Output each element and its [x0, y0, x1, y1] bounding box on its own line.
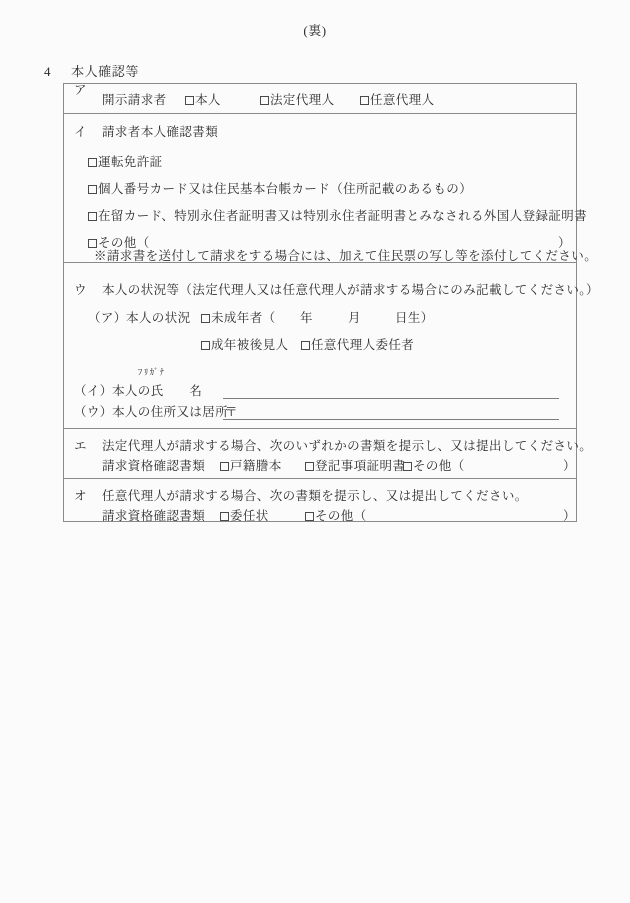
checkbox-label: 個人番号カード又は住民基本台帳カード（住所記載のあるもの）: [98, 182, 473, 196]
checkbox-doc-family-register[interactable]: [220, 460, 282, 473]
row-statutory-agent-docs: [64, 429, 593, 479]
postal-code-mark: 〒: [225, 405, 238, 419]
row-marker-o: オ: [74, 489, 87, 503]
sub-marker-a: （ア）: [88, 311, 127, 325]
checkbox-icon: [88, 239, 97, 248]
identity-documents-label: 請求者本人確認書類: [102, 125, 219, 139]
principal-status-label: 本人の状況等（法定代理人又は任意代理人が請求する場合にのみ記載してください。）: [102, 283, 599, 297]
checkbox-doc-drivers-license[interactable]: [88, 156, 163, 169]
checkbox-icon: [305, 512, 314, 521]
principal-address-label: 本人の住所又は居所: [112, 405, 229, 419]
row-marker-u: ウ: [74, 283, 87, 297]
checkbox-doc-power-of-attorney[interactable]: [220, 510, 269, 523]
checkbox-icon: [88, 185, 97, 194]
doc-other-close-paren: ）: [558, 236, 571, 250]
checkbox-icon: [185, 96, 194, 105]
checkbox-icon: [88, 158, 97, 167]
section-number: 4: [44, 64, 52, 79]
checkbox-label: 運転免許証: [98, 155, 163, 169]
voluntary-agent-doc-kind-label: 請求資格確認書類: [102, 509, 206, 523]
checkbox-doc-registry-certificate[interactable]: [305, 460, 405, 473]
checkbox-label: 在留カード、特別永住者証明書又は特別永住者証明書とみなされる外国人登録証明書: [98, 209, 588, 223]
statutory-agent-docs-label: 法定代理人が請求する場合、次のいずれかの書類を提示し、又は提出してください。: [102, 439, 593, 453]
birth-day-label: 日生）: [395, 311, 434, 325]
checkbox-label: その他（: [413, 459, 465, 473]
applicant-type-label: 開示請求者: [102, 93, 167, 107]
checkbox-doc-voluntary-other[interactable]: [305, 510, 367, 523]
checkbox-status-voluntary-agent-mandator[interactable]: [301, 339, 414, 352]
birth-year-label: 年: [300, 311, 313, 325]
checkbox-status-adult-ward[interactable]: [201, 339, 288, 352]
section-title: 本人確認等: [71, 64, 140, 79]
statutory-agent-doc-kind-label: 請求資格確認書類: [102, 459, 206, 473]
checkbox-doc-residence-card[interactable]: [88, 210, 587, 223]
checkbox-icon: [220, 512, 229, 521]
checkbox-label: 未成年者（: [211, 311, 276, 325]
checkbox-label: 任意代理人委任者: [311, 338, 415, 352]
checkbox-label: 任意代理人: [370, 93, 435, 107]
row-voluntary-agent-docs: [64, 479, 576, 521]
row-marker-i: イ: [74, 125, 87, 139]
principal-status-sub-label: 本人の状況: [126, 311, 191, 325]
voluntary-agent-docs-label: 任意代理人が請求する場合、次の書類を提示し、又は提出してください。: [102, 489, 528, 503]
checkbox-label: 委任状: [230, 509, 269, 523]
checkbox-applicant-statutory-agent[interactable]: [260, 94, 335, 107]
checkbox-label: 本人: [195, 93, 221, 107]
checkbox-icon: [301, 341, 310, 350]
principal-name-input[interactable]: [223, 398, 559, 399]
row-applicant-type: [64, 84, 576, 114]
checkbox-doc-statutory-other[interactable]: [403, 460, 465, 473]
checkbox-icon: [360, 96, 369, 105]
checkbox-label: その他（: [315, 509, 367, 523]
identity-documents-note: ※請求書を送付して請求をする場合には、加えて住民票の写し等を添付してください。: [94, 249, 598, 263]
checkbox-icon: [201, 314, 210, 323]
principal-name-label: 本人の氏 名: [112, 384, 203, 398]
checkbox-label: 成年被後見人: [211, 338, 289, 352]
sub-marker-i: （イ）: [74, 384, 113, 398]
checkbox-applicant-voluntary-agent[interactable]: [360, 94, 435, 107]
row-identity-documents: [64, 114, 588, 263]
checkbox-applicant-self[interactable]: [185, 94, 221, 107]
checkbox-icon: [403, 462, 412, 471]
sub-marker-u: （ウ）: [74, 405, 113, 419]
checkbox-icon: [201, 341, 210, 350]
identity-verification-table: [63, 83, 599, 523]
checkbox-icon: [220, 462, 229, 471]
row-marker-a: ア: [74, 83, 87, 97]
birth-month-label: 月: [348, 311, 361, 325]
checkbox-status-minor[interactable]: [201, 312, 276, 325]
statutory-other-close-paren: ）: [563, 459, 576, 473]
checkbox-icon: [260, 96, 269, 105]
row-principal-status: [64, 263, 599, 429]
row-marker-e: エ: [74, 439, 87, 453]
checkbox-doc-mynumber-or-juki-card[interactable]: [88, 183, 472, 196]
principal-address-input[interactable]: [223, 419, 559, 420]
checkbox-icon: [88, 212, 97, 221]
checkbox-icon: [305, 462, 314, 471]
checkbox-label: 戸籍謄本: [230, 459, 282, 473]
checkbox-label: その他（: [98, 236, 150, 250]
checkbox-label: 法定代理人: [270, 93, 335, 107]
voluntary-other-close-paren: ）: [563, 509, 576, 523]
section-heading: [44, 61, 139, 80]
checkbox-label: 登記事項証明書: [315, 459, 406, 473]
furigana-label: ﾌﾘｶﾞﾅ: [138, 367, 166, 377]
checkbox-doc-other[interactable]: [88, 237, 150, 250]
page-side-label: (裏): [303, 23, 327, 38]
